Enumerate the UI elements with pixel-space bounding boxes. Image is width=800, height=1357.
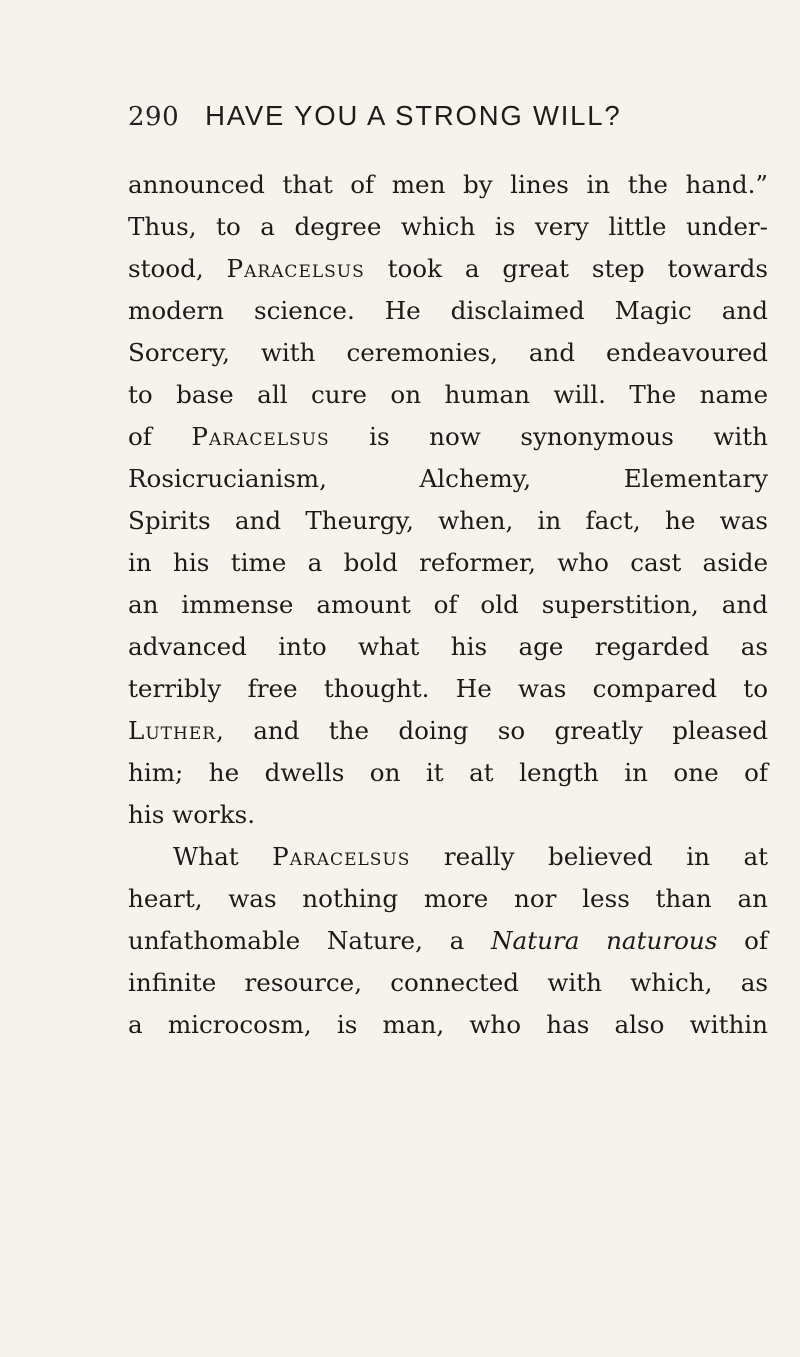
text-line <box>128 248 768 290</box>
text-segment: of <box>717 926 768 955</box>
text-segment: Rosicrucianism, Alchemy, Elementary <box>128 464 768 493</box>
text-segment: him; he dwells on it at length in one of <box>128 758 768 787</box>
running-head <box>128 100 768 144</box>
text-segment: announced that of men by lines in the hand.” <box>128 170 768 199</box>
text-segment: What <box>173 842 273 871</box>
body-text <box>128 164 768 1046</box>
text-line <box>128 878 768 920</box>
text-segment: an immense amount of old superstition, and <box>128 590 768 619</box>
page-number: 290 <box>128 102 180 132</box>
text-segment: Thus, to a degree which is very little under- <box>128 212 768 241</box>
text-line <box>128 584 768 626</box>
small-caps-name: Paracelsus <box>226 254 365 283</box>
chapter-title: HAVE YOU A STRONG WILL? <box>205 100 622 131</box>
small-caps-name: Paracelsus <box>191 422 330 451</box>
text-segment: his works. <box>128 800 256 829</box>
text-segment: unfathomable Nature, a <box>128 926 492 955</box>
text-segment: Sorcery, with ceremonies, and endeavoured <box>128 338 768 367</box>
text-line <box>128 1004 768 1046</box>
text-segment: Spirits and Theurgy, when, in fact, he was <box>128 506 768 535</box>
small-caps-name: Paracelsus <box>272 842 411 871</box>
text-line <box>128 710 768 752</box>
text-line <box>128 542 768 584</box>
small-caps-name: Luther <box>128 716 217 745</box>
text-segment: took a great step towards <box>364 254 768 283</box>
text-segment: in his time a bold reformer, who cast aside <box>128 548 768 577</box>
text-segment: , and the doing so greatly pleased <box>216 716 768 745</box>
text-line <box>128 374 768 416</box>
text-segment: heart, was nothing more nor less than an <box>128 884 768 913</box>
text-line <box>128 500 768 542</box>
text-segment: really believed in at <box>410 842 768 871</box>
text-segment: is now synonymous with <box>329 422 768 451</box>
text-segment: modern science. He disclaimed Magic and <box>128 296 768 325</box>
text-segment: to base all cure on human will. The name <box>128 380 768 409</box>
text-line <box>128 206 768 248</box>
text-line <box>128 164 768 206</box>
text-line <box>128 836 768 878</box>
text-line <box>128 290 768 332</box>
text-segment: a microcosm, is man, who has also within <box>128 1010 768 1039</box>
text-segment: infinite resource, connected with which, as <box>128 968 768 997</box>
text-line <box>128 920 768 962</box>
text-segment: stood, <box>128 254 227 283</box>
text-line <box>128 416 768 458</box>
text-line <box>128 668 768 710</box>
text-line <box>128 794 768 836</box>
text-line <box>128 626 768 668</box>
text-line <box>128 458 768 500</box>
text-line <box>128 962 768 1004</box>
text-segment: of <box>128 422 192 451</box>
text-line <box>128 752 768 794</box>
text-line <box>128 332 768 374</box>
italic-phrase: Natura naturous <box>491 926 718 955</box>
text-segment: advanced into what his age regarded as <box>128 632 768 661</box>
text-segment: terribly free thought. He was compared to <box>128 674 768 703</box>
